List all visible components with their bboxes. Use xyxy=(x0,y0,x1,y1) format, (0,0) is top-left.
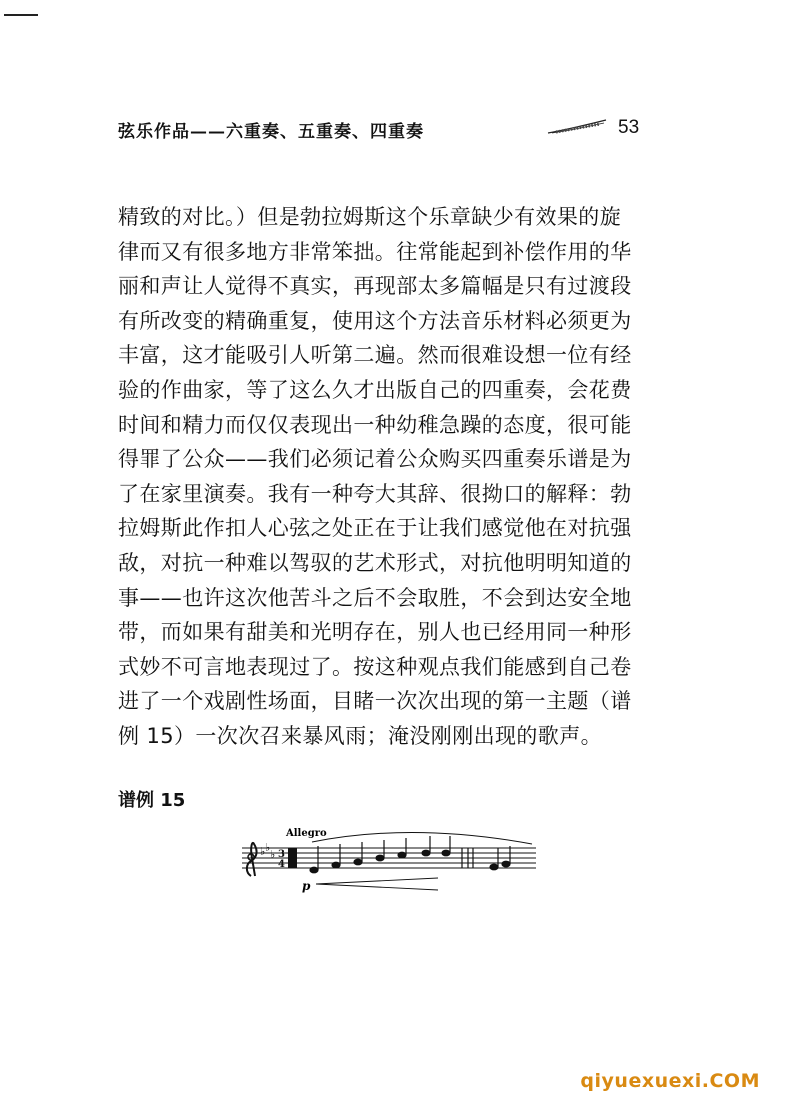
page-number: 53 xyxy=(618,117,640,138)
corner-scan-mark xyxy=(4,14,38,16)
svg-text:3: 3 xyxy=(278,849,285,860)
svg-text:♭: ♭ xyxy=(270,848,276,861)
body-line: 式妙不可言地表现过了。按这种观点我们能感到自己卷 xyxy=(118,654,632,679)
body-line: 律而又有很多地方非常笨拙。往常能起到补偿作用的华 xyxy=(118,239,632,264)
body-line: 敌，对抗一种难以驾驭的艺术形式，对抗他明明知道的 xyxy=(118,550,632,575)
body-line: 时间和精力而仅仅表现出一种幼稚急躁的态度，很可能 xyxy=(118,412,632,437)
body-line: 得罪了公众——我们必须记着公众购买四重奏乐谱是为 xyxy=(118,447,632,472)
site-watermark: qiyuexuexi.COM xyxy=(580,1070,760,1092)
phrase-slur-icon xyxy=(312,832,532,844)
body-line: 进了一个戏剧性场面，目睹一次次出现的第一主题（谱 xyxy=(118,689,632,714)
body-line: 丽和声让人觉得不真实，再现部太多篇幅是只有过渡段 xyxy=(118,274,632,299)
body-line: 拉姆斯此作扣人心弦之处正在于让我们感觉他在对抗强 xyxy=(118,516,632,541)
header-ornament-icon xyxy=(546,117,608,137)
body-paragraph xyxy=(118,200,678,754)
body-line: 验的作曲家，等了这么久才出版自己的四重奏，会花费 xyxy=(118,377,632,402)
body-line: 事——也许这次他苦斗之后不会取胜，不会到达安全地 xyxy=(118,585,632,610)
body-line: 丰富，这才能吸引人听第二遍。然而很难设想一位有经 xyxy=(118,343,632,368)
svg-text:♭: ♭ xyxy=(260,845,266,858)
body-line: 带，而如果有甜美和光明存在，别人也已经用同一种形 xyxy=(118,620,632,645)
header-title: 弦乐作品——六重奏、五重奏、四重奏 xyxy=(118,122,424,142)
time-signature-icon xyxy=(278,849,285,870)
tempo-marking: Allegro xyxy=(286,828,327,839)
opening-chord-icon xyxy=(288,848,297,868)
dynamic-marking: p xyxy=(302,879,311,893)
svg-text:4: 4 xyxy=(278,859,285,870)
body-line: 例 15）一次次召来暴风雨；淹没刚刚出现的歌声。 xyxy=(118,723,602,748)
svg-text:♭: ♭ xyxy=(265,841,271,854)
music-score-excerpt xyxy=(242,824,542,896)
crescendo-hairpin-icon xyxy=(316,878,438,890)
body-line: 精致的对比。）但是勃拉姆斯这个乐章缺少有效果的旋 xyxy=(118,205,622,229)
melody-notes xyxy=(310,836,510,873)
body-line: 有所改变的精确重复，使用这个方法音乐材料必须更为 xyxy=(118,308,632,333)
body-line: 了在家里演奏。我有一种夸大其辞、很拗口的解释：勃 xyxy=(118,481,632,506)
example-label: 谱例 15 xyxy=(118,790,186,811)
running-header xyxy=(118,117,678,147)
